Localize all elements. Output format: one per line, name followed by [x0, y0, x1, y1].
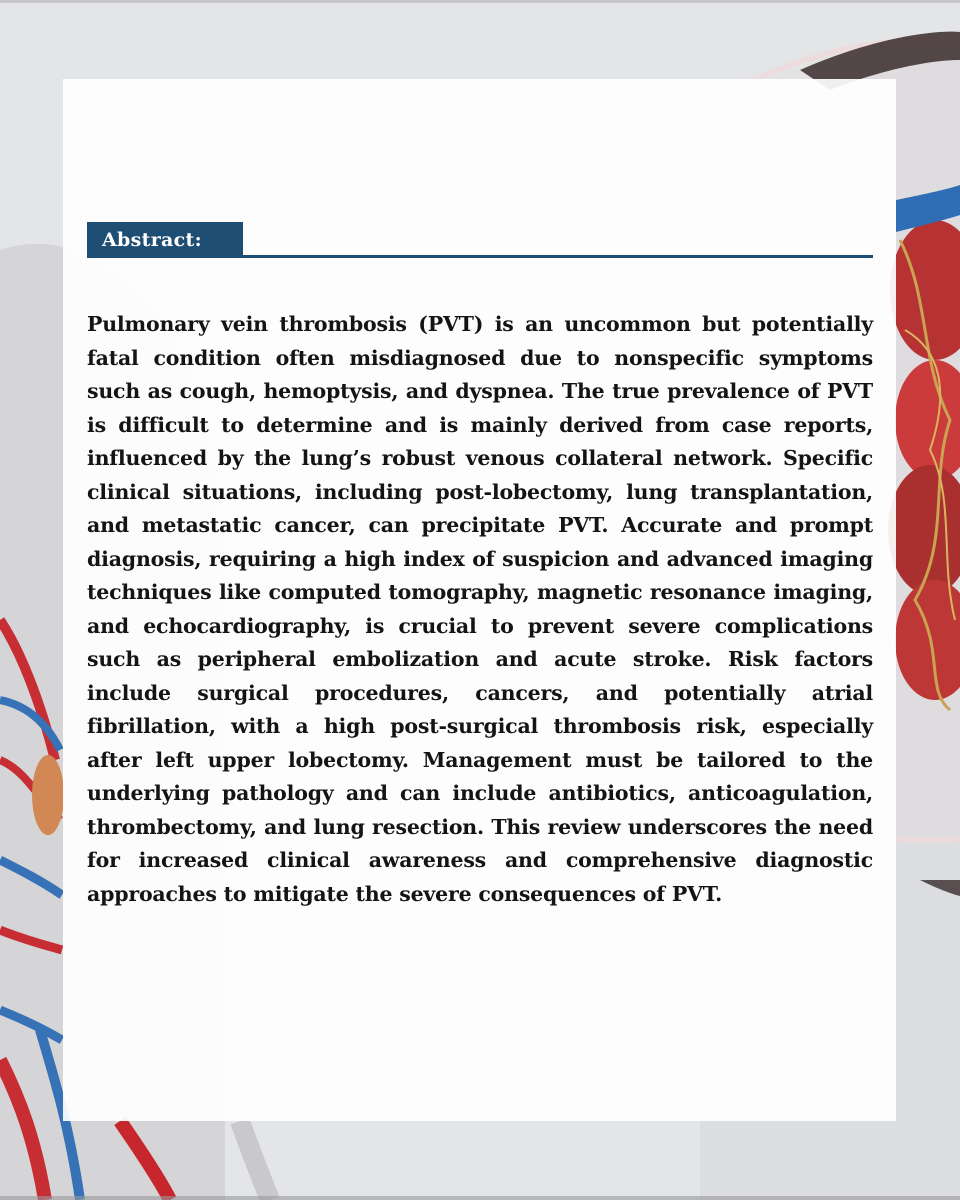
heading-underline-rule	[243, 255, 873, 258]
abstract-card	[63, 79, 896, 1121]
abstract-section-header	[87, 222, 873, 258]
abstract-heading: Abstract:	[87, 222, 243, 258]
abstract-body-text: Pulmonary vein thrombosis (PVT) is an uncommon but potentially fatal condition often misdiagnosed due to nonspecific symptoms such as cough, hemoptysis, and dyspnea. The true prevalence of PVT is difficult to determine and is mainly derived from case reports, influenced by the lung’s robust venous collateral network. Specific clinical situations, including post-lobectomy, lung transplantation, and metastatic cancer, can precipitate PVT. Accurate and prompt diagnosis, requiring a high index of suspicion and advanced imaging techniques like computed tomography, magnetic resonance imaging, and echocardiography, is crucial to prevent severe complications such as peripheral embolization and acute stroke. Risk factors include surgical procedures, cancers, and potentially atrial fibrillation, with a high post-surgical thrombosis risk, especially after left upper lobectomy. Management must be tailored to the underlying pathology and can include antibiotics, anticoagulation, thrombectomy, and lung resection. This review underscores the need for increased clinical awareness and comprehensive diagnostic approaches to mitigate the severe consequences of PVT.	[87, 312, 873, 906]
